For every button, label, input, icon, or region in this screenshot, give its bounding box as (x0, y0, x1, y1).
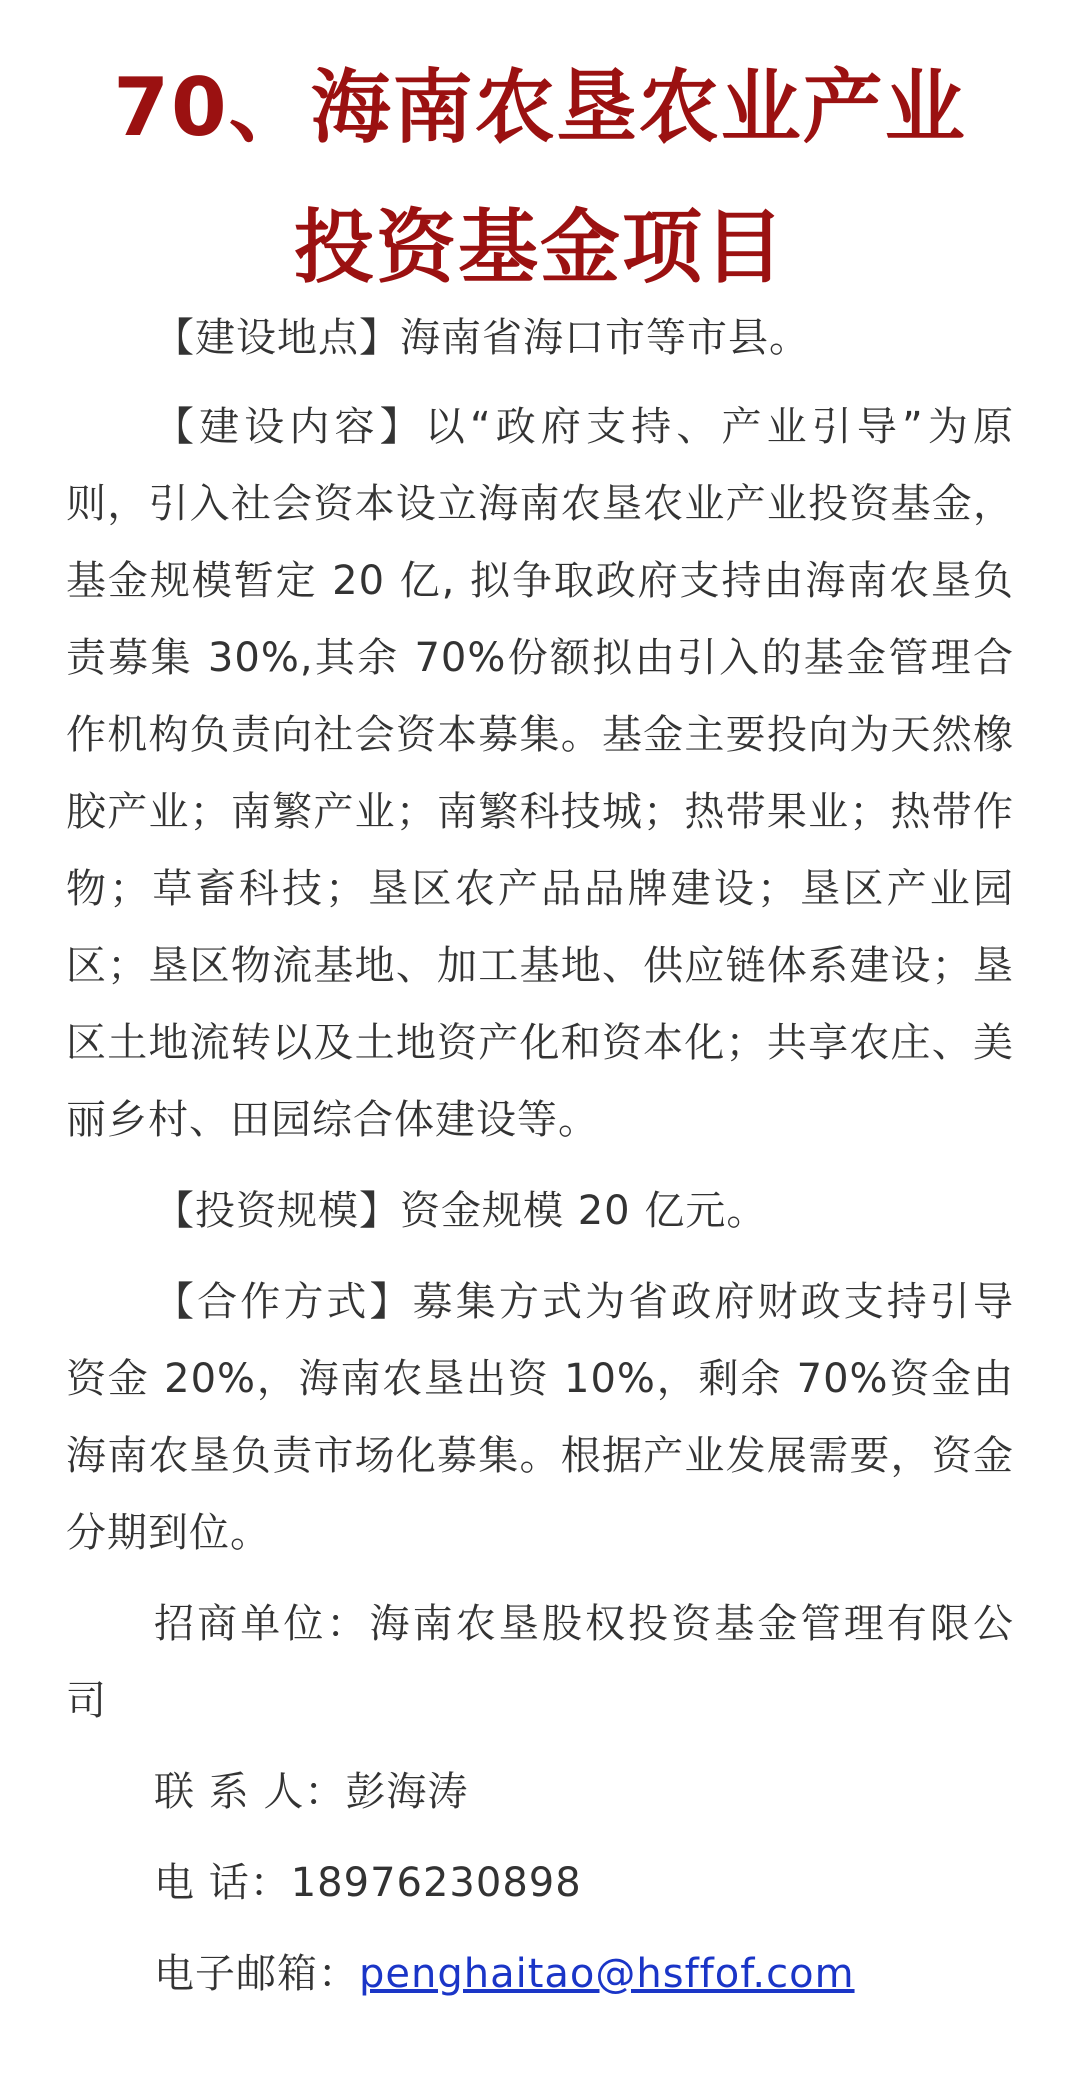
scale-label: 【投资规模】 (154, 1188, 400, 1234)
contact-email-line (66, 1936, 1014, 2013)
content-label: 【建设内容】 (154, 404, 425, 450)
location-paragraph (66, 300, 1014, 377)
cooperation-paragraph (66, 1264, 1014, 1572)
content-text: 以“政府支持、产业引导”为原则，引入社会资本设立海南农垦农业产业投资基金，基金规模暂定 20 亿, 拟争取政府支持由海南农垦负责募集 30%,其余 70%份额拟由引入的基金管理合作机构负责向社会资本募集。基金主要投向为天然橡胶产业；南繁产业；南繁科技城；热带果业；热带作物；草畜科技；垦区农产品品牌建设；垦区产业园区；垦区物流基地、加工基地、供应链体系建设；垦区土地流转以及土地资产化和资本化；共享农庄、美丽乡村、田园综合体建设等。 (66, 404, 1015, 1143)
title-line-1: 70、海南农垦农业产业 (113, 61, 967, 154)
location-label: 【建设地点】 (154, 315, 400, 361)
contact-email-label: 电子邮箱： (154, 1951, 359, 1997)
title-line-2: 投资基金项目 (294, 201, 786, 294)
contact-person-label: 联 系 人： (154, 1769, 346, 1815)
contact-phone-line (66, 1845, 1014, 1922)
cooperation-label: 【合作方式】 (154, 1279, 413, 1325)
scale-paragraph (66, 1173, 1014, 1250)
scale-text: 资金规模 20 亿元。 (400, 1188, 768, 1234)
contact-person-value: 彭海涛 (345, 1769, 469, 1815)
cooperation-text: 募集方式为省政府财政支持引导资金 20%，海南农垦出资 10%，剩余 70%资金由海南农垦负责市场化募集。根据产业发展需要，资金分期到位。 (66, 1279, 1015, 1556)
location-text: 海南省海口市等市县。 (400, 315, 810, 361)
contact-unit-value: 海南农垦股权投资基金管理有限公司 (66, 1601, 1015, 1724)
article-title (66, 38, 1014, 318)
contact-person-line (66, 1754, 1014, 1831)
contact-phone-label: 电 话： (154, 1860, 291, 1906)
contact-phone-value: 18976230898 (290, 1860, 582, 1906)
contact-unit-label: 招商单位： (154, 1601, 370, 1647)
content-paragraph (66, 389, 1014, 1159)
contact-unit-line (66, 1586, 1014, 1740)
contact-email-link[interactable]: penghaitao@hsffof.com (359, 1951, 855, 1997)
